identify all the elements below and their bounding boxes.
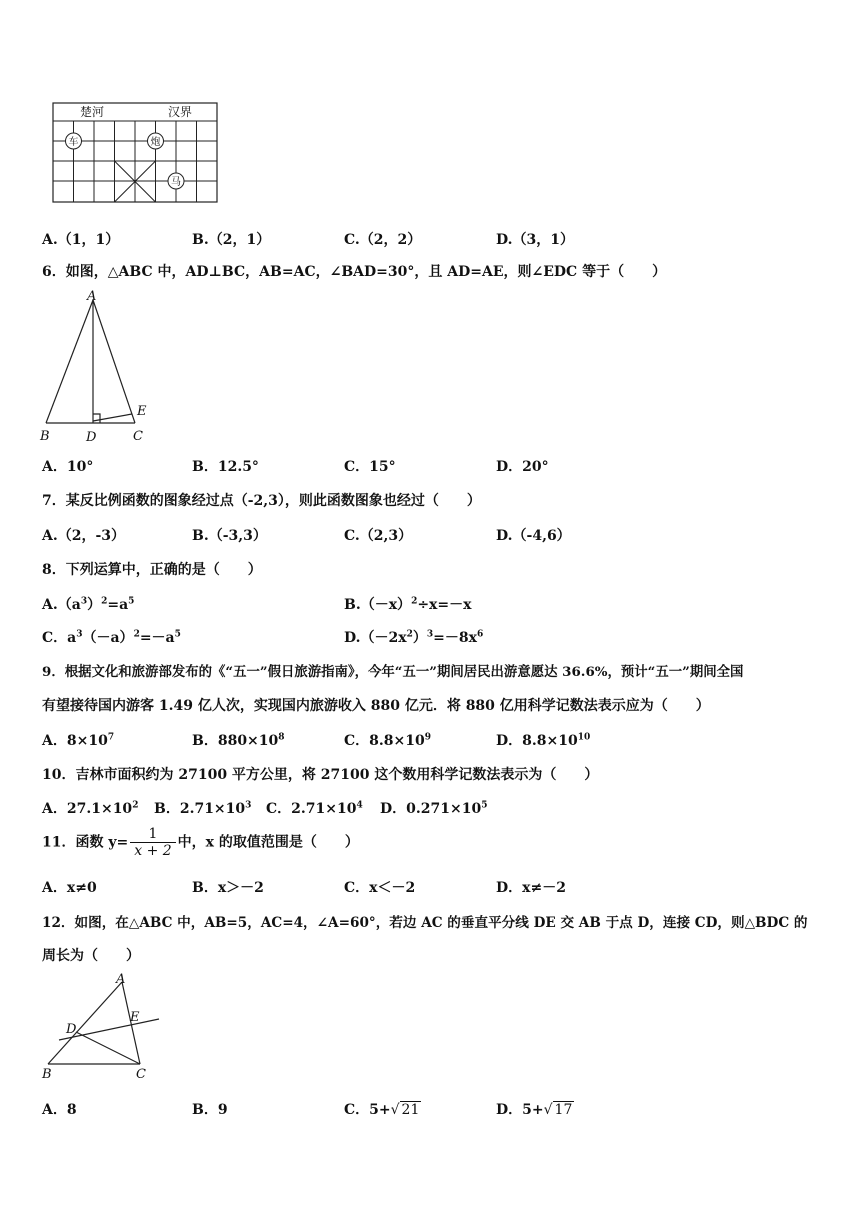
q9-b-text: B．880×10 [192, 733, 279, 749]
q8-option-b[interactable] [344, 594, 471, 614]
q7-option-d[interactable]: D.（-4,6） [496, 528, 571, 544]
q11-stem [42, 826, 359, 859]
q8-d-exp2: 3 [426, 629, 434, 640]
q6-stem: 6．如图，△ABC 中，AD⊥BC，AB=AC，∠BAD=30°，且 AD=AE，则∠EDC 等于（ ） [42, 264, 667, 280]
q8-d-exp1: 2 [406, 629, 413, 640]
q11-stem-post: 中，x 的取值范围是（ ） [177, 834, 359, 851]
q8-d-exp3: 6 [476, 629, 484, 640]
q8-a-text: A.（a [42, 597, 81, 613]
q6-label-a: A [87, 289, 97, 304]
q8-d-text3: =－8x [433, 630, 477, 646]
q6-triangle-figure [36, 288, 156, 448]
q9-stem-line2: 有望接待国内游客 1.49 亿人次，实现国内旅游收入 880 亿元．将 880 亿用科学记数法表示应为（ ） [42, 698, 710, 714]
piece-pao [148, 133, 164, 149]
q8-c-exp1: 3 [76, 629, 83, 640]
q12-d-text: D．5+ [496, 1102, 544, 1118]
q10-b-exp: 3 [245, 800, 252, 811]
q8-b-exp1: 2 [411, 596, 418, 607]
q5-option-c[interactable]: C.（2，2） [344, 232, 422, 248]
q8-a-exp3: 5 [128, 596, 135, 607]
q7-stem: 7．某反比例函数的图象经过点（-2,3），则此函数图象也经过（ ） [42, 493, 481, 509]
q7-option-c[interactable]: C.（2,3） [344, 528, 413, 544]
q12-option-b[interactable]: B．9 [192, 1102, 228, 1118]
q12-label-a: A [116, 972, 126, 987]
piece-che [66, 133, 82, 149]
q10-stem: 10．吉林市面积约为 27100 平方公里，将 27100 这个数用科学记数法表示为（ ） [42, 767, 599, 783]
q5-option-b[interactable]: B.（2，1） [192, 232, 271, 248]
q6-label-c: C [133, 429, 143, 444]
q6-label-b: B [40, 429, 50, 444]
q9-c-exp: 9 [424, 732, 431, 743]
q8-c-exp3: 5 [174, 629, 181, 640]
q11-option-b[interactable]: B．x＞－2 [192, 880, 264, 896]
q10-a-text: A．27.1×10 [42, 801, 133, 817]
q10-a-exp: 2 [132, 800, 139, 811]
q10-c-text: C．2.71×10 [266, 801, 357, 817]
q11-frac-den: x + 2 [134, 843, 172, 859]
q8-a-exp2: 2 [101, 596, 108, 607]
q10-c-exp: 4 [356, 800, 363, 811]
q7-option-a[interactable]: A.（2，-3） [42, 528, 126, 544]
q6-label-e: E [137, 404, 147, 419]
q11-frac-num: 1 [130, 826, 175, 843]
q8-c-text3: =－a [139, 630, 175, 646]
q8-b-text2: ÷x=－x [417, 597, 472, 613]
q9-option-c[interactable] [344, 730, 431, 750]
q8-stem: 8．下列运算中，正确的是（ ） [42, 562, 262, 578]
board-river-right: 汉界 [168, 105, 193, 119]
q7-option-b[interactable]: B.（-3,3） [192, 528, 267, 544]
q11-option-c[interactable]: C．x＜－2 [344, 880, 416, 896]
q9-a-exp: 7 [107, 732, 115, 743]
q6-option-d[interactable]: D．20° [496, 459, 549, 475]
q9-option-d[interactable] [496, 730, 590, 750]
q8-option-d[interactable] [344, 627, 483, 647]
q9-option-b[interactable] [192, 730, 285, 750]
q9-b-exp: 8 [278, 732, 285, 743]
q5-option-a[interactable]: A.（1，1） [42, 232, 120, 248]
q12-label-d: D [66, 1022, 77, 1037]
q12-stem-line1: 12．如图，在△ABC 中，AB=5，AC=4，∠A=60°，若边 AC 的垂直平分线 DE 交 AB 于点 D，连接 CD，则△BDC 的 [42, 915, 808, 931]
q8-c-text2: （－a） [82, 630, 134, 646]
q10-option-d[interactable] [380, 798, 487, 818]
board-river-left: 楚河 [80, 105, 105, 119]
piece-ma-label: 马 [171, 177, 181, 188]
q12-option-c[interactable] [344, 1099, 421, 1119]
q12-label-b: B [42, 1067, 52, 1082]
q10-option-b[interactable] [154, 798, 251, 818]
q8-c-exp2: 2 [133, 629, 140, 640]
q9-stem-line1: 9．根据文化和旅游部发布的《“五一”假日旅游指南》，今年“五一”期间居民出游意愿达 36.6%，预计“五一”期间全国 [42, 664, 744, 680]
q9-d-exp: 10 [577, 732, 591, 743]
q5-option-d[interactable]: D.（3，1） [496, 232, 574, 248]
q9-option-a[interactable] [42, 730, 114, 750]
q9-c-text: C．8.8×10 [344, 733, 425, 749]
q10-option-a[interactable] [42, 798, 138, 818]
piece-che-label: 车 [68, 137, 79, 148]
q12-c-text: C．5+ [344, 1102, 391, 1118]
chess-board-figure [50, 100, 220, 204]
q12-d-radicand: 17 [554, 1102, 573, 1118]
piece-ma [168, 173, 184, 189]
q12-stem-line2: 周长为（ ） [42, 948, 140, 964]
q8-b-text: B.（－x） [344, 597, 412, 613]
q6-label-d: D [86, 430, 97, 445]
q11-stem-pre: 11．函数 y= [42, 834, 129, 851]
piece-pao-label: 炮 [150, 137, 161, 148]
q12-triangle-figure [36, 970, 166, 1085]
q8-a-text2: ） [87, 597, 102, 613]
q6-option-c[interactable]: C．15° [344, 459, 396, 475]
q12-c-sqrt: √ 21 [390, 1102, 420, 1118]
q11-option-d[interactable]: D．x≠－2 [496, 880, 566, 896]
q8-d-text2: ） [412, 630, 427, 646]
q8-c-text: C．a [42, 630, 77, 646]
q8-a-text3: =a [107, 597, 129, 613]
q10-option-c[interactable] [266, 798, 363, 818]
q12-label-e: E [130, 1010, 140, 1025]
q10-d-exp: 5 [481, 800, 488, 811]
q11-option-a[interactable]: A．x≠0 [42, 880, 97, 896]
q6-option-a[interactable]: A．10° [42, 459, 94, 475]
q12-c-radicand: 21 [401, 1102, 420, 1118]
q9-d-text: D．8.8×10 [496, 733, 578, 749]
q8-option-a[interactable] [42, 594, 134, 614]
q10-b-text: B．2.71×10 [154, 801, 246, 817]
q8-d-text: D.（－2x [344, 630, 407, 646]
q12-option-a[interactable]: A．8 [42, 1102, 77, 1118]
q6-option-b[interactable]: B．12.5° [192, 459, 259, 475]
q12-label-c: C [136, 1067, 146, 1082]
q9-a-text: A．8×10 [42, 733, 108, 749]
q12-option-d[interactable] [496, 1099, 574, 1119]
q10-d-text: D．0.271×10 [380, 801, 482, 817]
q11-fraction [130, 826, 175, 859]
q8-a-exp1: 3 [80, 596, 88, 607]
q8-option-c[interactable] [42, 627, 181, 647]
q12-d-sqrt: √ 17 [543, 1102, 573, 1118]
